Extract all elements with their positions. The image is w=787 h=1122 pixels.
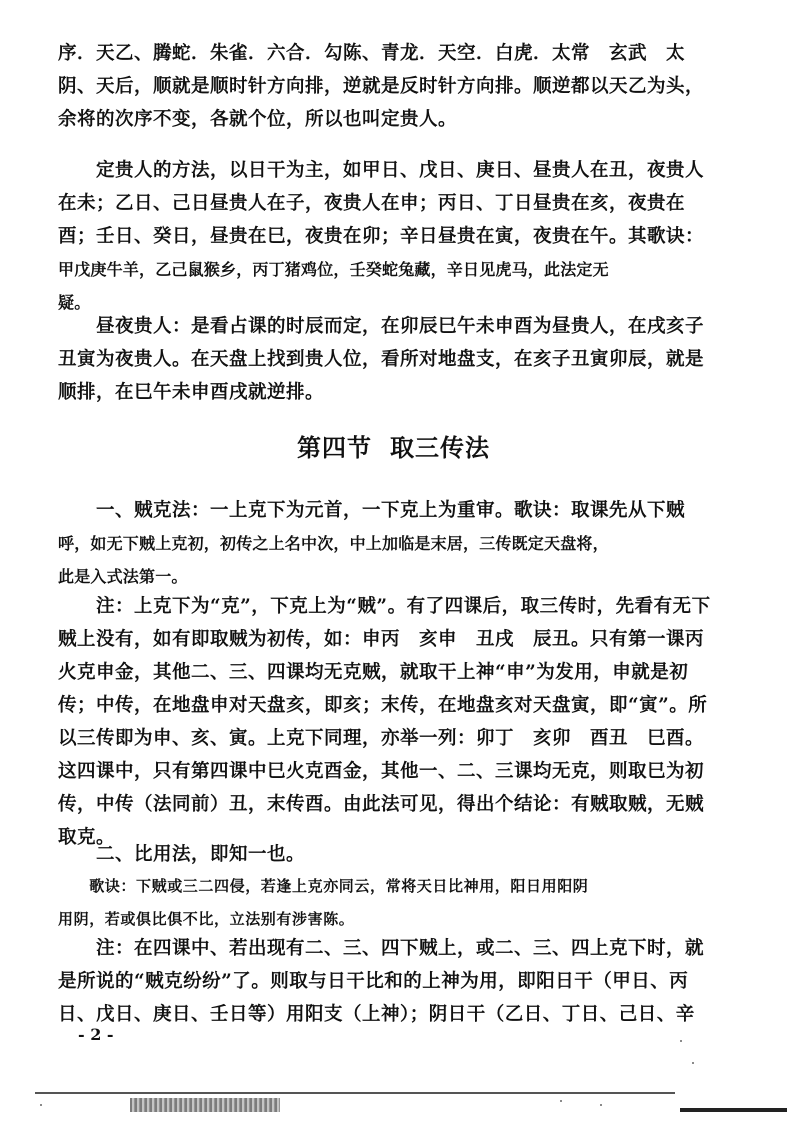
text-line: 序．天乙、腾蛇．朱雀．六合．勾陈、青龙．天空．白虎．太常 玄武 太	[58, 43, 686, 64]
verse-2	[58, 870, 730, 936]
paragraph-3	[58, 310, 730, 409]
paragraph-1	[58, 37, 730, 136]
text-line: 余将的次序不变，各就个位，所以也叫定贵人。	[58, 109, 458, 130]
verse-line: 呼，如无下贼上克初，初传之上名中次，中上加临是末居，三传既定天盘将，	[58, 534, 609, 553]
scan-edge-bar	[680, 1108, 787, 1112]
text-line: 火克申金，其他二、三、四课均无克贼，就取干上神“申”为发用，申就是初	[58, 662, 689, 683]
text-line: 是所说的“贼克纷纷”了。则取与日干比和的上神为用，即阳日干（甲日、丙	[58, 971, 689, 992]
text-line: 取克。	[58, 827, 116, 848]
scan-speck	[560, 1100, 562, 1102]
scan-smudge	[130, 1098, 280, 1112]
paragraph-5	[58, 590, 730, 854]
text-line: 以三传即为申、亥、寅。上克下同理，亦举一列：卯丁 亥卯 酉丑 巳酉。	[58, 728, 705, 749]
text-line: 贼上没有，如有即取贼为初传，如：申丙 亥申 丑戌 辰丑。只有第一课丙	[58, 629, 705, 650]
page-number: - 2 -	[78, 1025, 114, 1044]
text-line: 丑寅为夜贵人。在天盘上找到贵人位，看所对地盘支，在亥子丑寅卯辰，就是	[58, 349, 705, 370]
text-line: 定贵人的方法，以日干为主，如甲日、戊日、庚日、昼贵人在丑，夜贵人	[58, 160, 705, 181]
scan-speck	[692, 1062, 694, 1064]
text-line: 酉；壬日、癸日，昼贵在巳，夜贵在卯；辛日昼贵在寅，夜贵在午。其歌诀：	[58, 226, 705, 247]
verse-line: 此是入式法第一。	[58, 567, 188, 586]
verse-line: 甲戊庚牛羊，乙己鼠猴乡，丙丁猪鸡位，壬癸蛇兔藏，辛日见虎马，此法定无	[58, 260, 609, 279]
text-line: 注：在四课中、若出现有二、三、四下贼上，或二、三、四上克下时，就	[58, 938, 705, 959]
scan-edge-line	[35, 1092, 675, 1094]
text-line: 注：上克下为“克”，下克上为“贼”。有了四课后，取三传时，先看有无下	[58, 596, 711, 617]
section-heading	[0, 428, 787, 463]
verse-line: 用阴，若或俱比俱不比，立法别有涉害陈。	[58, 910, 355, 928]
subheading-line: 二、比用法，即知一也。	[58, 844, 306, 865]
text-line: 传，中传（法同前）丑，末传酉。由此法可见，得出个结论：有贼取贼，无贼	[58, 794, 705, 815]
text-line: 传；中传，在地盘申对天盘亥，即亥；末传，在地盘亥对天盘寅，即“寅”。所	[58, 695, 708, 716]
text-line: 在未；乙日、己日昼贵人在子，夜贵人在申；丙日、丁日昼贵在亥，夜贵在	[58, 193, 686, 214]
text-line: 阴、天后，顺就是顺时针方向排，逆就是反时针方向排。顺逆都以天乙为头，	[58, 76, 705, 97]
paragraph-7	[58, 932, 730, 1031]
scan-speck	[600, 1104, 602, 1106]
verse-line: 疑。	[58, 293, 91, 312]
verse-line: 歌诀：下贼或三二四侵，若逢上克亦同云，常将天日比神用，阳日用阳阴	[58, 877, 589, 895]
text-line: 顺排，在巳午未申酉戌就逆排。	[58, 382, 325, 403]
paragraph-2	[58, 154, 730, 319]
text-line: 昼夜贵人：是看占课的时辰而定，在卯辰巳午未申酉为昼贵人，在戌亥子	[58, 316, 705, 337]
text-line: 一、贼克法：一上克下为元首，一下克上为重审。歌诀：取课先从下贼	[58, 500, 686, 521]
section-number: 第四节	[297, 434, 372, 462]
scan-speck	[680, 1040, 682, 1042]
scan-speck	[40, 1104, 42, 1106]
paragraph-6	[58, 838, 730, 871]
text-line: 日、戊日、庚日、壬日等）用阳支（上神）；阴日干（乙日、丁日、己日、辛	[58, 1004, 695, 1025]
section-title: 取三传法	[390, 434, 490, 462]
text-line: 这四课中，只有第四课中巳火克酉金，其他一、二、三课均无克，则取巳为初	[58, 761, 705, 782]
paragraph-4	[58, 494, 730, 593]
